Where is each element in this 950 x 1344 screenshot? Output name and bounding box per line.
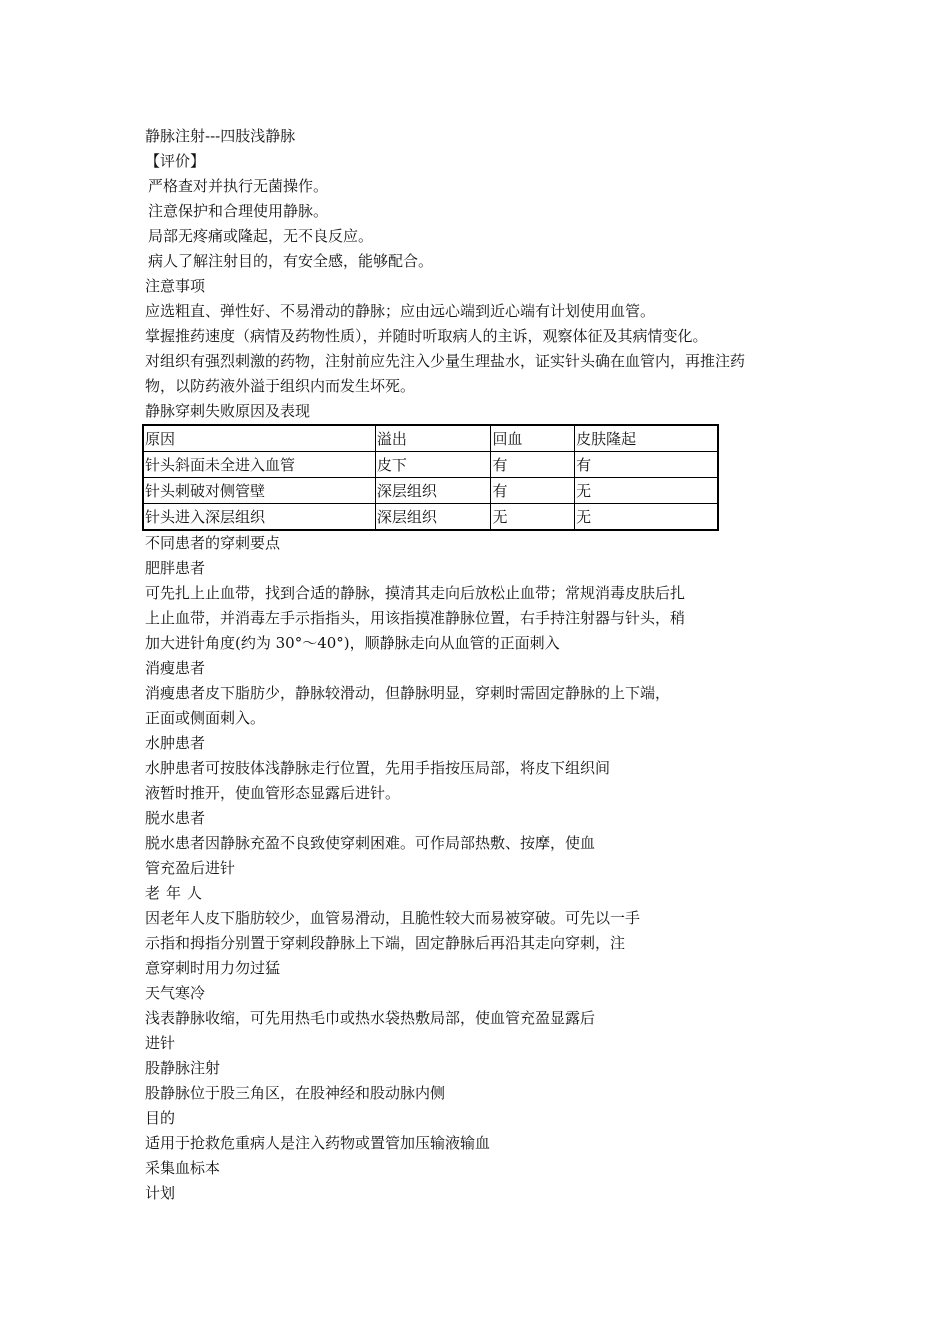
- document-page: [145, 124, 815, 1206]
- table-row: [143, 452, 718, 478]
- section-line: 浅表静脉收缩，可先用热毛巾或热水袋热敷局部，使血管充盈显露后: [145, 1009, 596, 1027]
- notes-line: 掌握推药速度（病情及药物性质），并随时听取病人的主诉，观察体征及其病情变化。: [145, 327, 708, 345]
- failure-table: [142, 424, 719, 531]
- section-line: 水肿患者可按肢体浅静脉走行位置，先用手指按压局部，将皮下组织间: [145, 759, 611, 777]
- section-line: 进针: [145, 1034, 176, 1052]
- table-row: [143, 504, 718, 531]
- section-title-dehydrated: 脱水患者: [145, 809, 206, 827]
- table-header-row: [143, 425, 718, 452]
- table-cell: 针头刺破对侧管壁: [143, 478, 375, 504]
- document-title: 静脉注射---四肢浅静脉: [145, 127, 296, 145]
- purpose-heading: 目的: [145, 1109, 176, 1127]
- section-title-obese: 肥胖患者: [145, 559, 206, 577]
- evaluation-item: 严格查对并执行无菌操作。: [148, 177, 329, 195]
- table-cell: 深层组织: [375, 478, 491, 504]
- table-header-cell: 溢出: [375, 425, 491, 452]
- table-cell: 有: [575, 452, 718, 478]
- section-line: 消瘦患者皮下脂肪少，静脉较滑动，但静脉明显，穿刺时需固定静脉的上下端，: [145, 684, 671, 702]
- femoral-heading: 股静脉注射: [145, 1059, 221, 1077]
- section-title-elderly: 老年人: [145, 884, 209, 902]
- table-row: [143, 478, 718, 504]
- section-title-thin: 消瘦患者: [145, 659, 206, 677]
- notes-line: 对组织有强烈刺激的药物，注射前应先注入少量生理盐水，证实针头确在血管内，再推注药: [145, 352, 746, 370]
- table-cell: 有: [491, 452, 575, 478]
- table-cell: 无: [575, 504, 718, 531]
- table-header-cell: 原因: [143, 425, 375, 452]
- section-title-cold: 天气寒冷: [145, 984, 206, 1002]
- table-cell: 无: [491, 504, 575, 531]
- table-cell: 深层组织: [375, 504, 491, 531]
- table-cell: 皮下: [375, 452, 491, 478]
- sample-line: 采集血标本: [145, 1159, 221, 1177]
- table-cell: 无: [575, 478, 718, 504]
- section-line: 管充盈后进针: [145, 859, 236, 877]
- section-line: 脱水患者因静脉充盈不良致使穿刺困难。可作局部热敷、按摩，使血: [145, 834, 596, 852]
- puncture-heading: 不同患者的穿刺要点: [145, 534, 281, 552]
- table-cell: 有: [491, 478, 575, 504]
- table-cell: 针头进入深层组织: [143, 504, 375, 531]
- notes-line: 应选粗直、弹性好、不易滑动的静脉；应由远心端到近心端有计划使用血管。: [145, 302, 656, 320]
- section-line: 上止血带，并消毒左手示指指头，用该指摸准静脉位置，右手持注射器与针头，稍: [145, 609, 686, 627]
- notes-heading: 注意事项: [145, 277, 206, 295]
- evaluation-item: 注意保护和合理使用静脉。: [148, 202, 329, 220]
- table-cell: 针头斜面未全进入血管: [143, 452, 375, 478]
- evaluation-item: 病人了解注射目的，有安全感，能够配合。: [148, 252, 434, 270]
- evaluation-heading: 【评价】: [145, 152, 206, 170]
- notes-line: 物，以防药液外溢于组织内而发生坏死。: [145, 377, 416, 395]
- table-header-cell: 回血: [491, 425, 575, 452]
- section-line: 正面或侧面刺入。: [145, 709, 266, 727]
- section-line: 可先扎上止血带，找到合适的静脉，摸清其走向后放松止血带；常规消毒皮肤后扎: [145, 584, 686, 602]
- failure-table-heading: 静脉穿刺失败原因及表现: [145, 402, 311, 420]
- section-line: 因老年人皮下脂肪较少，血管易滑动，且脆性较大而易被穿破。可先以一手: [145, 909, 641, 927]
- femoral-line: 股静脉位于股三角区，在股神经和股动脉内侧: [145, 1084, 446, 1102]
- purpose-line: 适用于抢救危重病人是注入药物或置管加压输液输血: [145, 1134, 491, 1152]
- section-line: 加大进针角度(约为 30°～40°)，顺静脉走向从血管的正面刺入: [145, 634, 560, 652]
- section-line: 液暂时推开，使血管形态显露后进针。: [145, 784, 401, 802]
- evaluation-item: 局部无疼痛或隆起，无不良反应。: [148, 227, 374, 245]
- section-line: 意穿刺时用力勿过猛: [145, 959, 281, 977]
- section-title-edema: 水肿患者: [145, 734, 206, 752]
- table-header-cell: 皮肤隆起: [575, 425, 718, 452]
- section-line: 示指和拇指分别置于穿刺段静脉上下端，固定静脉后再沿其走向穿刺，注: [145, 934, 626, 952]
- plan-heading: 计划: [145, 1184, 176, 1202]
